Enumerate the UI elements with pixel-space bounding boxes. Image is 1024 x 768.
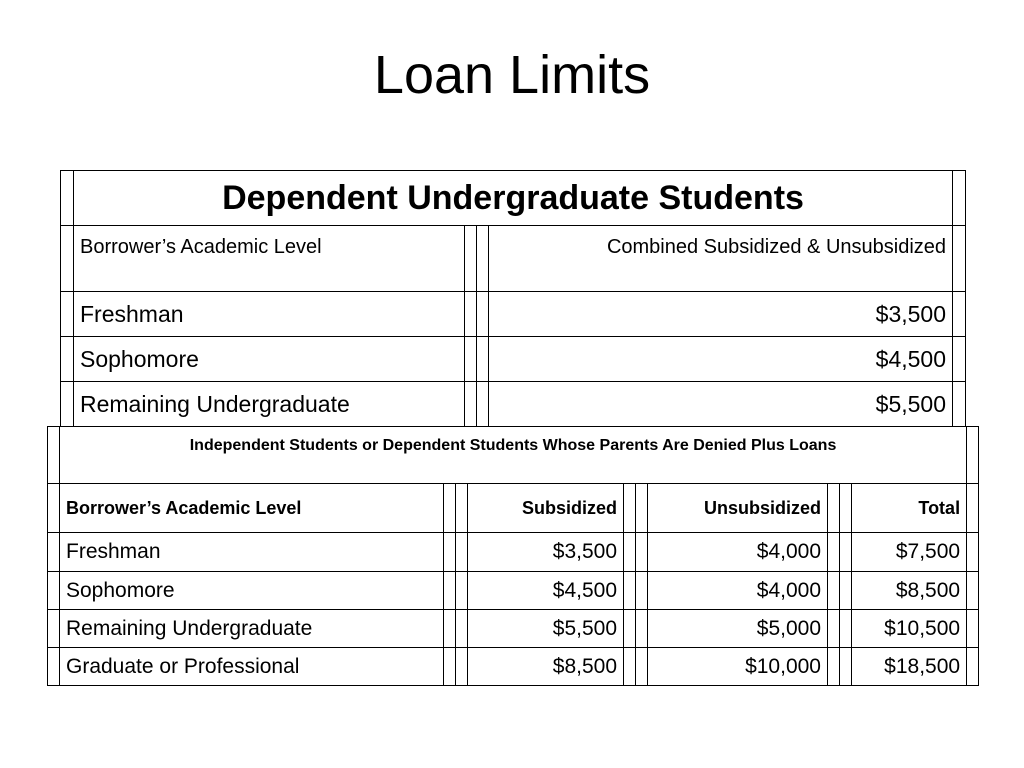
table-gap-cell xyxy=(465,337,477,382)
table-gap-cell xyxy=(456,648,468,686)
table-row xyxy=(61,292,966,337)
level-cell: Remaining Undergraduate xyxy=(60,610,444,648)
total-cell: $18,500 xyxy=(852,648,967,686)
table-gap-cell xyxy=(636,572,648,610)
table-gap-cell xyxy=(444,572,456,610)
table-row xyxy=(48,648,979,686)
table-gap-cell xyxy=(636,533,648,572)
table-edge-cell xyxy=(967,533,979,572)
table-gap-cell xyxy=(636,610,648,648)
total-cell: $8,500 xyxy=(852,572,967,610)
dependent-col-amount: Combined Subsidized & Unsubsidized xyxy=(489,226,953,292)
total-cell: $10,500 xyxy=(852,610,967,648)
level-cell: Remaining Undergraduate xyxy=(74,382,465,427)
unsubsidized-cell: $5,000 xyxy=(648,610,828,648)
level-cell: Graduate or Professional xyxy=(60,648,444,686)
table-gap-cell xyxy=(456,533,468,572)
table-edge-cell xyxy=(967,427,979,484)
table-edge-cell xyxy=(48,572,60,610)
table-gap-cell xyxy=(636,484,648,533)
table-gap-cell xyxy=(477,292,489,337)
table-edge-cell xyxy=(953,337,966,382)
table-edge-cell xyxy=(48,484,60,533)
independent-loan-table xyxy=(47,426,979,686)
table-gap-cell xyxy=(828,572,840,610)
table-gap-cell xyxy=(465,226,477,292)
unsubsidized-cell: $10,000 xyxy=(648,648,828,686)
table-gap-cell xyxy=(477,226,489,292)
table-edge-cell xyxy=(953,171,966,226)
unsubsidized-cell: $4,000 xyxy=(648,533,828,572)
table-gap-cell xyxy=(624,484,636,533)
table-edge-cell xyxy=(967,648,979,686)
table-row xyxy=(48,572,979,610)
table-gap-cell xyxy=(477,382,489,427)
table-gap-cell xyxy=(840,533,852,572)
table-gap-cell xyxy=(456,610,468,648)
table-row xyxy=(48,610,979,648)
table-gap-cell xyxy=(456,572,468,610)
unsubsidized-cell: $4,000 xyxy=(648,572,828,610)
table-gap-cell xyxy=(465,382,477,427)
table-edge-cell xyxy=(967,610,979,648)
table-edge-cell xyxy=(61,171,74,226)
table-edge-cell xyxy=(48,533,60,572)
table-row xyxy=(48,533,979,572)
independent-col-total: Total xyxy=(852,484,967,533)
table-edge-cell xyxy=(953,226,966,292)
table-edge-cell xyxy=(967,484,979,533)
level-cell: Freshman xyxy=(74,292,465,337)
total-cell: $7,500 xyxy=(852,533,967,572)
table-gap-cell xyxy=(828,484,840,533)
independent-col-unsubsidized: Unsubsidized xyxy=(648,484,828,533)
subsidized-cell: $8,500 xyxy=(468,648,624,686)
table-gap-cell xyxy=(828,533,840,572)
dependent-heading: Dependent Undergraduate Students xyxy=(74,171,953,226)
amount-cell: $5,500 xyxy=(489,382,953,427)
level-cell: Sophomore xyxy=(74,337,465,382)
table-gap-cell xyxy=(624,533,636,572)
table-edge-cell xyxy=(953,382,966,427)
dependent-col-level: Borrower’s Academic Level xyxy=(74,226,465,292)
table-edge-cell xyxy=(61,337,74,382)
table-gap-cell xyxy=(465,292,477,337)
table-edge-cell xyxy=(967,572,979,610)
level-cell: Freshman xyxy=(60,533,444,572)
table-gap-cell xyxy=(444,648,456,686)
page-title: Loan Limits xyxy=(373,45,651,105)
level-cell: Sophomore xyxy=(60,572,444,610)
table-row xyxy=(61,382,966,427)
table-gap-cell xyxy=(624,610,636,648)
table-gap-cell xyxy=(444,610,456,648)
table-row xyxy=(61,337,966,382)
table-gap-cell xyxy=(444,484,456,533)
independent-col-level: Borrower’s Academic Level xyxy=(60,484,444,533)
subsidized-cell: $3,500 xyxy=(468,533,624,572)
table-edge-cell xyxy=(48,648,60,686)
independent-heading: Independent Students or Dependent Students Whose Parents Are Denied Plus Loans xyxy=(60,427,967,484)
table-gap-cell xyxy=(840,610,852,648)
table-gap-cell xyxy=(624,648,636,686)
subsidized-cell: $5,500 xyxy=(468,610,624,648)
table-gap-cell xyxy=(624,572,636,610)
dependent-loan-table xyxy=(60,170,966,427)
table-gap-cell xyxy=(444,533,456,572)
table-gap-cell xyxy=(840,572,852,610)
table-gap-cell xyxy=(636,648,648,686)
amount-cell: $4,500 xyxy=(489,337,953,382)
table-edge-cell xyxy=(61,292,74,337)
amount-cell: $3,500 xyxy=(489,292,953,337)
table-gap-cell xyxy=(840,648,852,686)
table-edge-cell xyxy=(61,382,74,427)
table-edge-cell xyxy=(61,226,74,292)
table-gap-cell xyxy=(456,484,468,533)
table-gap-cell xyxy=(828,610,840,648)
table-gap-cell xyxy=(840,484,852,533)
table-gap-cell xyxy=(828,648,840,686)
table-edge-cell xyxy=(953,292,966,337)
subsidized-cell: $4,500 xyxy=(468,572,624,610)
independent-col-subsidized: Subsidized xyxy=(468,484,624,533)
table-edge-cell xyxy=(48,610,60,648)
table-edge-cell xyxy=(48,427,60,484)
table-gap-cell xyxy=(477,337,489,382)
